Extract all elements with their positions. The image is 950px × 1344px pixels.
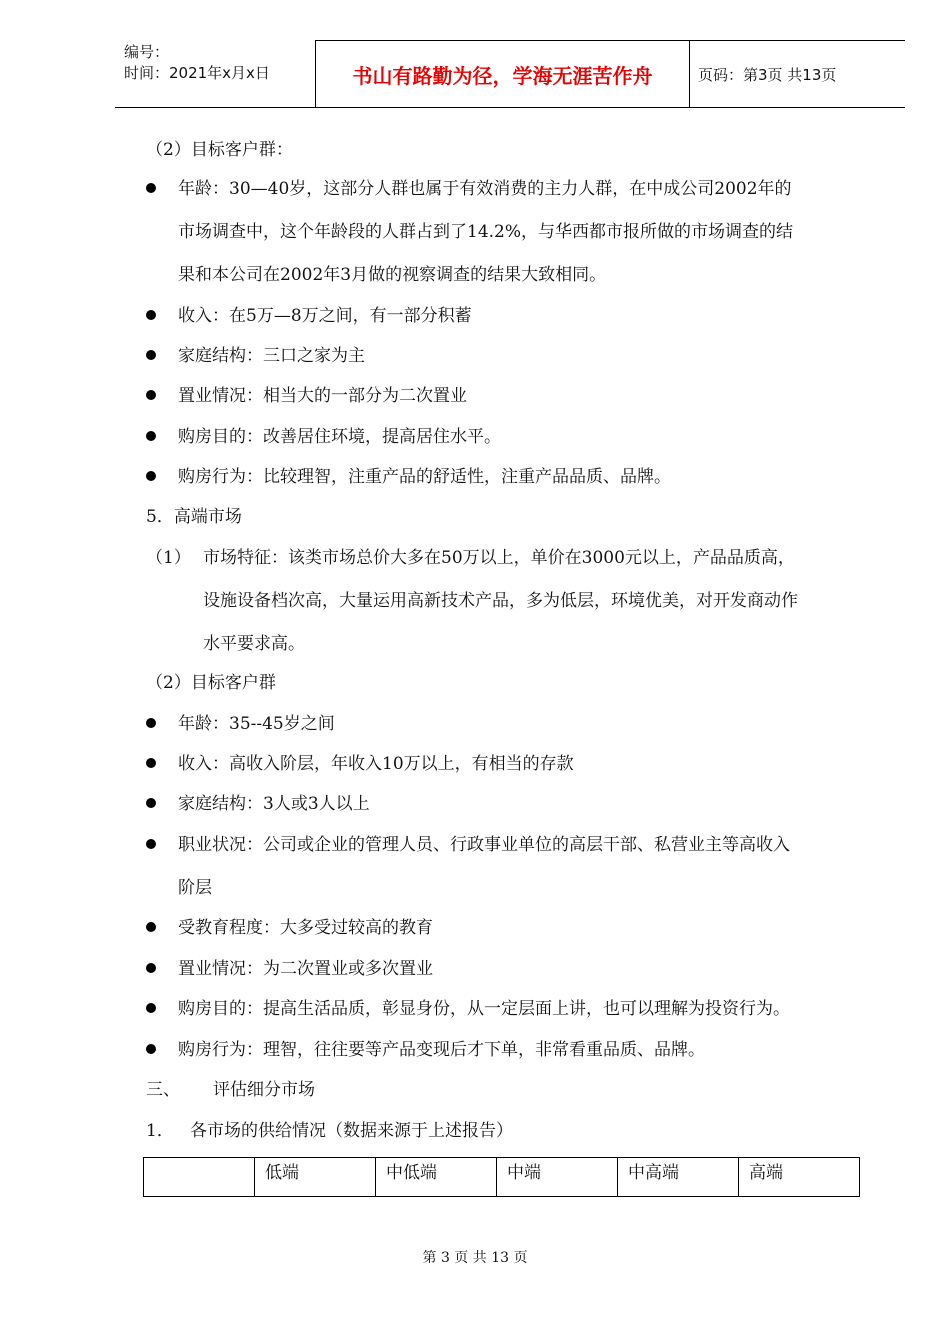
- bullet-behavior-2: 购房行为：理智，往往要等产品变现后才下单，非常看重品质、品牌。: [178, 1040, 705, 1060]
- bullet-property-2: 置业情况：为二次置业或多次置业: [178, 959, 433, 979]
- bullet-age-1-cont2: 果和本公司在2002年3月做的视察调查的结果大致相同。: [178, 265, 607, 285]
- bullet-icon: [146, 1044, 156, 1054]
- bullet-occupation-2-cont: 阶层: [178, 878, 212, 898]
- table-header-cell: 中低端: [376, 1158, 497, 1197]
- bullet-age-2: 年龄：35--45岁之间: [178, 714, 335, 734]
- bullet-icon: [146, 310, 156, 320]
- bullet-income-2: 收入：高收入阶层，年收入10万以上，有相当的存款: [178, 754, 574, 774]
- bullet-family-2: 家庭结构：3人或3人以上: [178, 794, 370, 814]
- subsection-supply: 1． 各市场的供给情况（数据来源于上述报告）: [146, 1121, 514, 1141]
- bullet-occupation-2: 职业状况：公司或企业的管理人员、行政事业单位的高层干部、私营业主等高收入: [178, 835, 790, 855]
- table-header-cell: 高端: [739, 1158, 860, 1197]
- section-number-3: 三、: [146, 1080, 180, 1100]
- table-header-cell: [144, 1158, 255, 1197]
- bullet-age-1-cont: 市场调查中，这个年龄段的人群占到了14.2%，与华西都市报所做的市场调查的结: [178, 222, 794, 242]
- supply-table: [143, 1157, 860, 1197]
- header-page-number: 页码：第3页 共13页: [698, 66, 837, 84]
- paragraph-market-feature-cont: 设施设备档次高，大量运用高新技术产品，多为低层，环境优美，对开发商动作: [203, 591, 798, 611]
- bullet-icon: [146, 758, 156, 768]
- time-label: 时间：2021年x月x日: [124, 64, 270, 82]
- header-top-rule: [315, 40, 905, 41]
- bullet-icon: [146, 431, 156, 441]
- header-bottom-rule: [115, 107, 905, 108]
- table-header-cell: 中高端: [618, 1158, 739, 1197]
- bullet-age-1: 年龄：30—40岁，这部分人群也属于有效消费的主力人群，在中成公司2002年的: [178, 179, 792, 199]
- header-motto: 书山有路勤为径，学海无涯苦作舟: [352, 64, 653, 88]
- section-evaluate-segments: 评估细分市场: [213, 1080, 315, 1100]
- page-footer: 第 3 页 共 13 页: [422, 1250, 528, 1266]
- section-high-end-market: 5．高端市场: [146, 507, 242, 527]
- bullet-icon: [146, 922, 156, 932]
- bullet-icon: [146, 1003, 156, 1013]
- header-meta: [124, 42, 270, 84]
- header-divider-right: [689, 40, 690, 108]
- page-header: [115, 40, 905, 108]
- serial-label: 编号：: [124, 43, 170, 61]
- paragraph-market-feature-cont2: 水平要求高。: [203, 634, 305, 654]
- bullet-icon: [146, 471, 156, 481]
- bullet-education-2: 受教育程度：大多受过较高的教育: [178, 918, 433, 938]
- bullet-icon: [146, 718, 156, 728]
- table-row: [144, 1158, 860, 1197]
- list-number-1: （1）: [146, 548, 191, 568]
- bullet-icon: [146, 183, 156, 193]
- bullet-icon: [146, 798, 156, 808]
- table-header-cell: 低端: [255, 1158, 376, 1197]
- bullet-purpose-1: 购房目的：改善居住环境，提高居住水平。: [178, 427, 501, 447]
- paragraph-target-group-2: （2）目标客户群: [146, 673, 276, 693]
- bullet-income-1: 收入：在5万—8万之间，有一部分积蓄: [178, 306, 472, 326]
- paragraph-target-group-1: （2）目标客户群：: [146, 140, 293, 160]
- bullet-property-1: 置业情况：相当大的一部分为二次置业: [178, 386, 467, 406]
- bullet-icon: [146, 350, 156, 360]
- paragraph-market-feature: 市场特征：该类市场总价大多在50万以上，单价在3000元以上，产品品质高，: [203, 548, 795, 568]
- bullet-icon: [146, 390, 156, 400]
- bullet-family-1: 家庭结构：三口之家为主: [178, 346, 365, 366]
- bullet-icon: [146, 839, 156, 849]
- table-header-cell: 中端: [497, 1158, 618, 1197]
- bullet-purpose-2: 购房目的：提高生活品质，彰显身份，从一定层面上讲，也可以理解为投资行为。: [178, 999, 790, 1019]
- bullet-behavior-1: 购房行为：比较理智，注重产品的舒适性，注重产品品质、品牌。: [178, 467, 671, 487]
- bullet-icon: [146, 963, 156, 973]
